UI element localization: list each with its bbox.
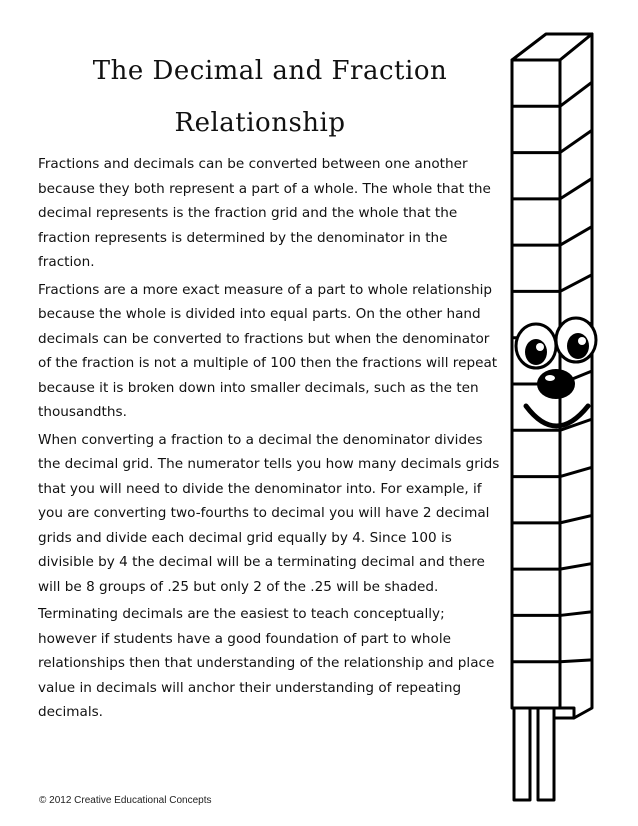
paragraph-1: Fractions and decimals can be converted between one another because they both represent a part of a whole. The whole that the decimal represents is the fraction grid and the whole that the fraction represents is determined by the denominator in the fraction. bbox=[38, 156, 491, 270]
paragraph-4: Terminating decimals are the easiest to teach conceptually; however if students have a good foundation of part to whole relationships then that understanding of the relationship and place value in decimals will anchor their understanding of repeating decimals. bbox=[38, 606, 495, 720]
mascot-left-leg bbox=[514, 708, 530, 800]
nose bbox=[537, 369, 575, 399]
paragraph-3: When converting a fraction to a decimal the denominator divides the decimal grid. The numerator tells you how many decimals grids that you will need to divide the denominator into. For example, if you are converting two-fourths to decimal you will have 2 decimal grids and divide each decimal grid equally by 4. Since 100 is divisible by 4 the decimal will be a terminating decimal and there will be 8 groups of .25 but only 2 of the .25 will be shaded. bbox=[38, 431, 500, 595]
mascot-segment-side-line bbox=[560, 660, 592, 662]
paragraph-2: Fractions are a more exact measure of a part to whole relationship because the whole is divided into equal parts. On the other hand decimals can be converted to fractions but when the denominator of the fraction is not a multiple of 100 then the fractions will repeat because it is broken down into smaller decimals, such as the ten thousandths. bbox=[38, 281, 498, 420]
copyright-footer: © 2012 Creative Educational Concepts bbox=[39, 795, 212, 806]
page-title-line-1: The Decimal and Fraction bbox=[92, 56, 448, 86]
page-title-line-2: Relationship bbox=[174, 108, 346, 138]
mascot-right-leg bbox=[538, 708, 554, 800]
decimal-block-mascot-illustration bbox=[500, 18, 612, 808]
body-text bbox=[38, 152, 506, 725]
